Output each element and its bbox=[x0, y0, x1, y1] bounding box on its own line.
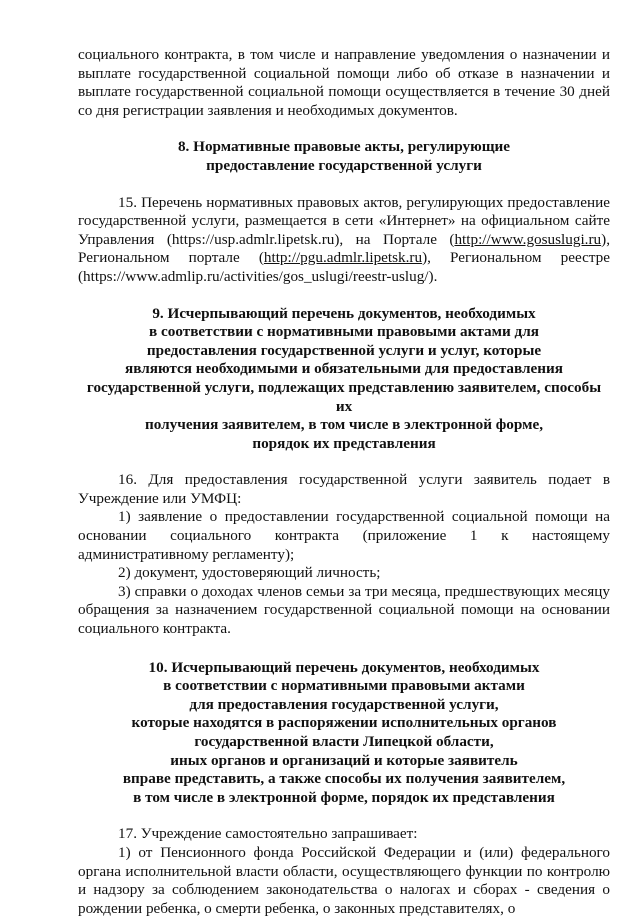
section-8-heading: 8. Нормативные правовые акты, регулирующие предоставление государственной услуги bbox=[177, 138, 511, 174]
intro-paragraph: социального контракта, в том числе и направление уведомления о назначении и выплате государственной социальной помощи либо об отказе в назначении и выплате государственной социальной помощи осуществляется в течение 30 дней со дня регистрации заявления и необходимых документов. bbox=[78, 46, 610, 119]
section-9-heading: 9. Исчерпывающий перечень документов, необходимых в соответствии с нормативными правовыми актами для предоставления государственной услуги и услуг, которые являются необходимыми и обязательными для предоставления государственной услуги, подлежащих представлению заявителем, способы их получения заявителем, в том числе в электронной форме, порядок их представления bbox=[86, 304, 602, 452]
gosuslugi-link[interactable]: http://www.gosuslugi.ru bbox=[454, 230, 602, 248]
paragraph-15 bbox=[78, 194, 610, 287]
document-page bbox=[78, 46, 610, 918]
paragraph-15-text-a: 15. Перечень нормативных правовых актов, регулирующих предоставление государственной услуги, размещается в сети «Интернет» на официальном сайте Управления (https://usp.admlr.lipetsk.ru), на Портале ( bbox=[78, 193, 610, 248]
section-10-heading: 10. Исчерпывающий перечень документов, необходимых в соответствии с нормативными правовыми актами для предоставления государственной услуги, которые находятся в распоряжении исполнительных органов государственной власти Липецкой области, иных органов и организаций и которые заявитель вправе представить, а также способы их получения заявителем, в том числе в электронной форме, порядок их представления bbox=[122, 658, 566, 806]
paragraph-17: 17. Учреждение самостоятельно запрашивает: bbox=[118, 825, 418, 843]
list-item-16-1: 1) заявление о предоставлении государственной социальной помощи на основании социального контракта (приложение 1 к настоящему административному регламенту); bbox=[78, 508, 610, 563]
paragraph-16: 16. Для предоставления государственной услуги заявитель подает в Учреждение или УМФЦ: bbox=[78, 471, 610, 507]
list-item-16-2: 2) документ, удостоверяющий личность; bbox=[118, 564, 381, 582]
list-item-16-3: 3) справки о доходах членов семьи за три месяца, предшествующих месяцу обращения за назначением государственной социальной помощи на основании социального контракта. bbox=[78, 582, 610, 638]
list-item-17-1: 1) от Пенсионного фонда Российской Федерации и (или) федерального органа исполнительной власти области, осуществляющего функции по контролю и надзору за соблюдением законодательства о налогах и сборах - сведения о рождении ребенка, о смерти ребенка, о законных представителях, о bbox=[78, 843, 610, 917]
paragraph-15-text-b: ), Региональном портале ( bbox=[78, 230, 610, 267]
paragraph-15-text-c: ), Региональном реестре (https://www.admlip.ru/activities/gos_uslugi/reestr-uslug/). bbox=[78, 249, 610, 285]
regional-portal-link[interactable]: http://pgu.admlr.lipetsk.ru bbox=[263, 249, 423, 267]
